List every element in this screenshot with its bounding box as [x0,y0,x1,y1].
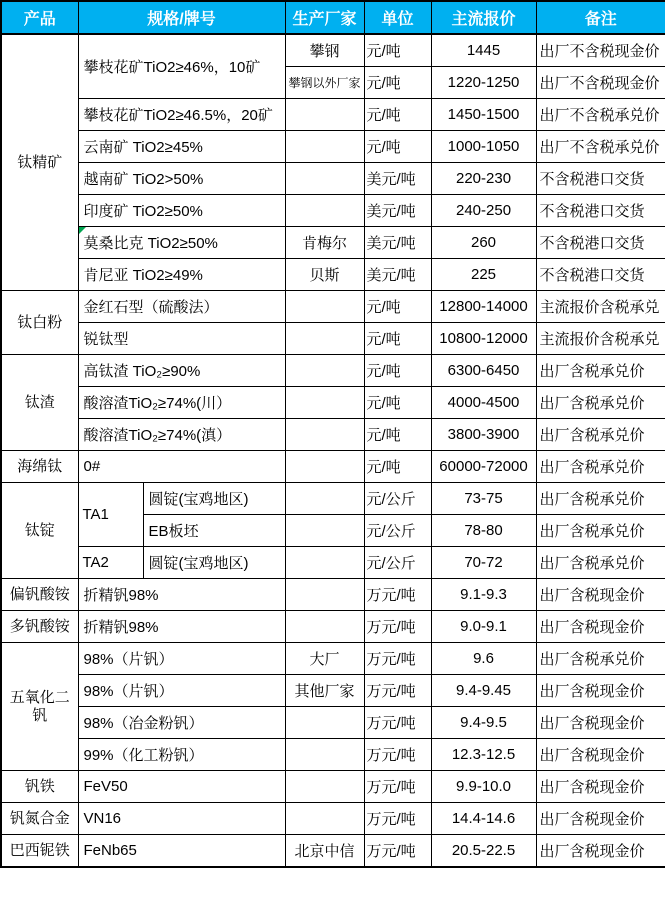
table-row [1,419,665,451]
manufacturer-cell [285,547,364,579]
unit-cell: 万元/吨 [364,803,431,835]
note-cell: 出厂含税现金价 [536,803,665,835]
price-cell: 1445 [431,34,536,67]
table-row [1,771,665,803]
product-cell: 偏钒酸铵 [1,579,78,611]
price-cell: 12800-14000 [431,291,536,323]
manufacturer-cell [285,419,364,451]
form-cell: EB板坯 [143,515,285,547]
table-row [1,355,665,387]
grade-cell: TA1 [78,483,143,547]
unit-cell: 元/公斤 [364,515,431,547]
table-row [1,547,665,579]
manufacturer-cell: 大厂 [285,643,364,675]
spec-cell: 金红石型（硫酸法） [78,291,285,323]
price-cell: 240-250 [431,195,536,227]
unit-cell: 万元/吨 [364,739,431,771]
manufacturer-cell: 贝斯 [285,259,364,291]
note-cell: 不含税港口交货 [536,227,665,259]
unit-cell: 美元/吨 [364,259,431,291]
manufacturer-cell [285,355,364,387]
spec-cell [78,227,285,259]
spec-cell: 99%（化工粉钒） [78,739,285,771]
spec-cell: FeNb65 [78,835,285,868]
note-cell: 出厂含税现金价 [536,835,665,868]
spec-cell: 酸溶渣TiO₂≥74%(川） [78,387,285,419]
unit-cell: 元/吨 [364,34,431,67]
manufacturer-cell [285,579,364,611]
product-cell: 海绵钛 [1,451,78,483]
product-cell: 钛白粉 [1,291,78,355]
manufacturer-cell [285,803,364,835]
note-cell: 主流报价含税承兑 [536,323,665,355]
price-cell: 260 [431,227,536,259]
spec-cell: FeV50 [78,771,285,803]
unit-cell: 元/吨 [364,387,431,419]
unit-cell: 万元/吨 [364,771,431,803]
unit-cell: 元/吨 [364,451,431,483]
price-cell: 73-75 [431,483,536,515]
unit-cell: 万元/吨 [364,579,431,611]
price-cell: 3800-3900 [431,419,536,451]
note-cell: 出厂含税承兑价 [536,483,665,515]
col-header-spec: 规格/牌号 [78,1,285,34]
spec-cell: 98%（片钒） [78,643,285,675]
manufacturer-cell: 其他厂家 [285,675,364,707]
note-cell: 出厂不含税承兑价 [536,99,665,131]
note-cell: 出厂含税现金价 [536,707,665,739]
table-row [1,227,665,259]
product-cell: 五氧化二钒 [1,643,78,771]
spec-cell: 锐钛型 [78,323,285,355]
price-cell: 12.3-12.5 [431,739,536,771]
table-row [1,163,665,195]
spec-cell: 高钛渣 TiO₂≥90% [78,355,285,387]
note-cell: 不含税港口交货 [536,259,665,291]
spec-cell: 98%（冶金粉钒） [78,707,285,739]
unit-cell: 元/吨 [364,323,431,355]
unit-cell: 万元/吨 [364,675,431,707]
product-cell: 多钒酸铵 [1,611,78,643]
note-cell: 出厂含税承兑价 [536,547,665,579]
note-cell: 出厂不含税现金价 [536,67,665,99]
note-cell: 出厂含税现金价 [536,675,665,707]
spec-cell: 云南矿 TiO2≥45% [78,131,285,163]
table-row [1,451,665,483]
price-cell: 9.1-9.3 [431,579,536,611]
price-cell: 9.4-9.5 [431,707,536,739]
note-cell: 出厂含税现金价 [536,579,665,611]
manufacturer-cell [285,131,364,163]
price-cell: 70-72 [431,547,536,579]
manufacturer-cell [285,323,364,355]
manufacturer-cell [285,739,364,771]
manufacturer-cell [285,99,364,131]
note-cell: 出厂含税现金价 [536,771,665,803]
price-cell: 1450-1500 [431,99,536,131]
table-row [1,99,665,131]
table-row [1,34,665,67]
note-cell: 出厂不含税承兑价 [536,131,665,163]
price-cell: 9.4-9.45 [431,675,536,707]
price-cell: 4000-4500 [431,387,536,419]
unit-cell: 元/吨 [364,419,431,451]
note-cell: 出厂含税承兑价 [536,387,665,419]
header-row [1,1,665,34]
price-cell: 9.9-10.0 [431,771,536,803]
grade-cell: TA2 [78,547,143,579]
unit-cell: 元/公斤 [364,483,431,515]
table-row [1,739,665,771]
unit-cell: 元/公斤 [364,547,431,579]
unit-cell: 万元/吨 [364,611,431,643]
table-row [1,835,665,868]
table-row [1,643,665,675]
price-cell: 6300-6450 [431,355,536,387]
manufacturer-cell [285,451,364,483]
note-cell: 出厂含税承兑价 [536,643,665,675]
note-cell: 出厂含税现金价 [536,739,665,771]
manufacturer-cell [285,291,364,323]
spec-cell: 越南矿 TiO2>50% [78,163,285,195]
note-cell: 出厂含税承兑价 [536,419,665,451]
spec-cell: 肯尼亚 TiO2≥49% [78,259,285,291]
form-cell: 圆锭(宝鸡地区) [143,547,285,579]
product-cell: 钒氮合金 [1,803,78,835]
manufacturer-cell [285,163,364,195]
spec-cell: 0# [78,451,285,483]
spec-cell: 折精钒98% [78,579,285,611]
table-row [1,387,665,419]
unit-cell: 万元/吨 [364,707,431,739]
product-cell: 钛锭 [1,483,78,579]
price-cell: 14.4-14.6 [431,803,536,835]
spec-cell: 98%（片钒） [78,675,285,707]
col-header-note: 备注 [536,1,665,34]
price-cell: 1220-1250 [431,67,536,99]
product-cell: 钒铁 [1,771,78,803]
spec-cell: 折精钒98% [78,611,285,643]
table-row [1,323,665,355]
unit-cell: 元/吨 [364,355,431,387]
price-cell: 20.5-22.5 [431,835,536,868]
manufacturer-cell [285,707,364,739]
unit-cell: 元/吨 [364,67,431,99]
table-row [1,483,665,515]
price-cell: 78-80 [431,515,536,547]
price-cell: 1000-1050 [431,131,536,163]
price-cell: 60000-72000 [431,451,536,483]
table-row [1,579,665,611]
unit-cell: 美元/吨 [364,227,431,259]
note-cell: 出厂含税承兑价 [536,515,665,547]
manufacturer-cell: 北京中信 [285,835,364,868]
form-cell: 圆锭(宝鸡地区) [143,483,285,515]
manufacturer-cell: 攀钢 [285,34,364,67]
table-row [1,611,665,643]
price-cell: 225 [431,259,536,291]
spec-cell: 攀枝花矿TiO2≥46.5%，20矿 [78,99,285,131]
spec-cell: VN16 [78,803,285,835]
price-cell: 9.0-9.1 [431,611,536,643]
manufacturer-cell [285,387,364,419]
note-cell: 出厂含税承兑价 [536,451,665,483]
table-row [1,259,665,291]
col-header-manufacturer: 生产厂家 [285,1,364,34]
table-row [1,291,665,323]
unit-cell: 元/吨 [364,131,431,163]
table-row [1,803,665,835]
manufacturer-cell [285,771,364,803]
product-cell: 钛渣 [1,355,78,451]
price-cell: 10800-12000 [431,323,536,355]
unit-cell: 美元/吨 [364,195,431,227]
unit-cell: 元/吨 [364,99,431,131]
manufacturer-cell [285,515,364,547]
note-cell: 出厂不含税现金价 [536,34,665,67]
table-row [1,675,665,707]
manufacturer-cell [285,195,364,227]
col-header-product: 产品 [1,1,78,34]
comment-marker-icon [79,227,86,234]
product-cell: 巴西铌铁 [1,835,78,868]
table-row [1,707,665,739]
spec-cell: 攀枝花矿TiO2≥46%，10矿 [78,34,285,99]
price-cell: 220-230 [431,163,536,195]
unit-cell: 万元/吨 [364,643,431,675]
spec-text: 莫桑比克 TiO2≥50% [83,235,218,252]
unit-cell: 美元/吨 [364,163,431,195]
note-cell: 不含税港口交货 [536,163,665,195]
col-header-price: 主流报价 [431,1,536,34]
manufacturer-cell: 肯梅尔 [285,227,364,259]
product-cell: 钛精矿 [1,34,78,291]
manufacturer-cell: 攀钢以外厂家 [285,67,364,99]
spec-cell: 印度矿 TiO2≥50% [78,195,285,227]
unit-cell: 万元/吨 [364,835,431,868]
table-row [1,195,665,227]
manufacturer-cell [285,483,364,515]
col-header-unit: 单位 [364,1,431,34]
note-cell: 不含税港口交货 [536,195,665,227]
table-row [1,131,665,163]
price-cell: 9.6 [431,643,536,675]
spec-cell: 酸溶渣TiO₂≥74%(滇） [78,419,285,451]
note-cell: 出厂含税现金价 [536,611,665,643]
note-cell: 主流报价含税承兑 [536,291,665,323]
note-cell: 出厂含税承兑价 [536,355,665,387]
manufacturer-cell [285,611,364,643]
unit-cell: 元/吨 [364,291,431,323]
